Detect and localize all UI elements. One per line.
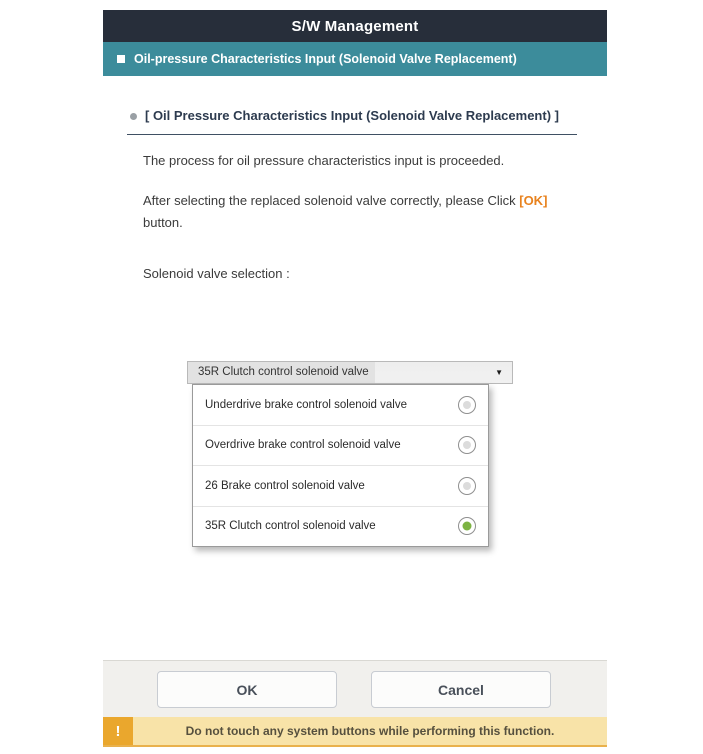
dropdown-option-label: 35R Clutch control solenoid valve [205, 520, 376, 533]
solenoid-options-panel [192, 384, 489, 547]
instruction-paragraph-1: The process for oil pressure characteristics input is proceeded. [143, 153, 505, 168]
solenoid-valve-select[interactable] [187, 361, 513, 384]
radio-button-selected[interactable] [458, 517, 476, 535]
instruction-line-1-text: After selecting the replaced solenoid valve correctly, please Click [143, 193, 520, 208]
section-heading-text: [ Oil Pressure Characteristics Input (Solenoid Valve Replacement) ] [145, 108, 559, 123]
dropdown-option-underdrive[interactable] [193, 385, 488, 425]
dropdown-option-overdrive[interactable] [193, 425, 488, 466]
radio-button[interactable] [458, 436, 476, 454]
instruction-paragraph-2 [143, 190, 547, 234]
instruction-line-2: button. [143, 215, 183, 230]
square-bullet-icon [117, 55, 125, 63]
dropdown-option-35rclutch[interactable] [193, 506, 488, 547]
heading-divider [127, 134, 577, 135]
ok-keyword-highlight: [OK] [519, 193, 548, 208]
cancel-button[interactable]: Cancel [371, 671, 551, 708]
instruction-line-1 [143, 190, 547, 212]
ok-button[interactable]: OK [157, 671, 337, 708]
function-subheader [103, 42, 607, 76]
warning-banner [103, 717, 607, 747]
window-title [103, 10, 607, 42]
radio-button[interactable] [458, 396, 476, 414]
function-subheader-label: Oil-pressure Characteristics Input (Solenoid Valve Replacement) [134, 52, 517, 66]
action-bar [103, 660, 607, 717]
dropdown-option-26brake[interactable] [193, 465, 488, 506]
solenoid-selection-label: Solenoid valve selection : [143, 266, 290, 281]
dot-bullet-icon [130, 113, 137, 120]
radio-button[interactable] [458, 477, 476, 495]
chevron-down-icon[interactable]: ▼ [495, 367, 503, 377]
dropdown-option-label: Underdrive brake control solenoid valve [205, 398, 407, 411]
window-title-text: S/W Management [291, 17, 419, 35]
section-heading [130, 108, 559, 123]
select-current-value: 35R Clutch control solenoid valve [188, 362, 375, 383]
warning-message: Do not touch any system buttons while performing this function. [133, 717, 607, 745]
dropdown-option-label: 26 Brake control solenoid valve [205, 479, 365, 492]
dropdown-option-label: Overdrive brake control solenoid valve [205, 439, 401, 452]
exclamation-icon: ! [103, 717, 133, 745]
